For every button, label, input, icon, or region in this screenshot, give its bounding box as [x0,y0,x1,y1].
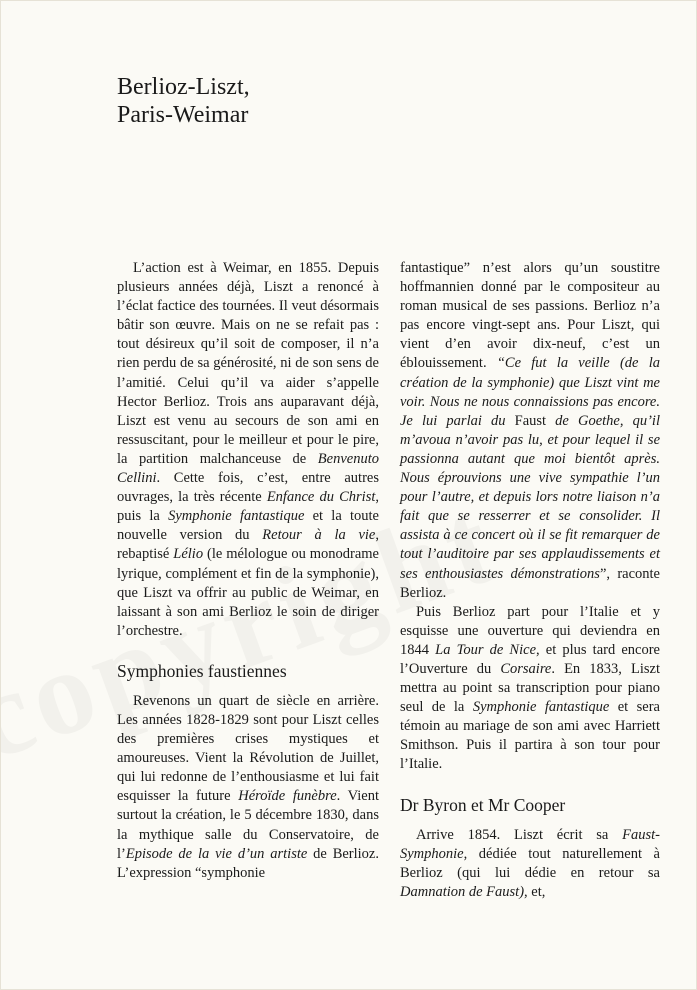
text-run: , dédiée tout naturellement à Berlioz (qui lui dédie en retour sa [400,845,660,881]
title-line-2: Paris-Weimar [117,102,249,128]
italic-text-run: Héroïde funèbre [238,788,337,805]
paragraph-intro [117,259,379,641]
paragraph-1854 [400,826,660,902]
text-run: Puis Berlioz part pour l’Italie et y esquisse une ouverture qui deviendra en 1844 [400,603,660,658]
italic-text-run: Symphonie fantastique [472,699,610,716]
text-run: de Berlioz. L’expression “symphonie [117,845,379,881]
text-run: Arrive 1854. Liszt écrit sa [416,826,623,843]
italic-text-run: Episode de la vie d’un artiste [125,845,308,862]
text-run: . Cette fois, c’est, entre autres ouvrages, la très récente [117,470,379,506]
right-column [400,259,660,902]
text-run: (le mélologue ou monodrame lyrique, complément et fin de la symphonie), que Liszt va offrir au public de Weimar, en laissant à son ami Berlioz le soin de diriger l’orchestre. [117,546,379,639]
article-title [117,73,250,129]
paragraph-symphonies [117,692,379,883]
paragraph-italie [400,603,660,775]
italic-text-run: Enfance du Christ [266,489,376,506]
text-run: , puis la [117,489,380,525]
text-run: , rebaptisé [117,527,379,563]
title-line-1: Berlioz-Liszt, [117,74,250,100]
paragraph-continuation [400,259,660,603]
section-title-byron: Dr Byron et Mr Cooper [400,794,566,815]
italic-text-run: Faust-Symphonie [400,826,660,862]
section-title-symphonies: Symphonies faustiennes [117,660,287,681]
italic-text-run: Benvenuto Cellini [117,450,379,487]
italic-text-run: Corsaire [500,660,552,677]
text-run: Revenons un quart de siècle en arrière. Les années 1828-1829 sont pour Liszt celles des premières crises mystiques et amoureuses. Vient la Révolution de Juillet, qui lui redonne de l’enthousiasme et lui fait esquisser la future [117,692,379,805]
text-run: Faust [514,412,547,429]
italic-text-run: Lélio [173,546,204,563]
italic-text-run: Damnation de Faust) [400,883,525,900]
italic-text-run: de Goethe, qu’il m’avoua n’avoir pas lu, et pour lequel il se passionna autant que moi bientôt après. Nous éprouvions une vive sympathie l’un pour l’autre, et depuis lors notre liaison n’a fait que se resserrer et se consolider. Il assista à ce concert où il se fit remarquer de tout l’auditoire par ses applaudissements et ses enthousiastes démonstrations [400,412,660,582]
text-run: . En 1833, Liszt mettra au point sa transcription pour piano seul de la [400,660,660,716]
italic-text-run: La Tour de Nice [435,641,536,658]
text-run: fantastique” n’est alors qu’un soustitre hoffmannien donné par le compositeur au roman musical de ses passions. Berlioz n’a pas encore vingt-sept ans. Pour Liszt, qui vient d’en avoir dix-neuf, c’est un éblouissement. [400,260,660,372]
text-run: , et plus tard encore l’Ouverture du [400,641,660,677]
italic-text-run: Symphonie fantastique [168,508,305,525]
text-run: et sera témoin au mariage de son ami avec Harriett Smithson. Puis il partira à son tour pour l’Italie. [400,699,660,773]
text-run: L’action est à Weimar, en 1855. Depuis plusieurs années déjà, Liszt a renoncé à l’éclat factice des tournées. Il veut désormais bâtir son œuvre. Mais on ne se refait pas : tout désireux qu’il soit de composer, il n’a rien perdu de sa générosité, ni de son sens de l’amitié. Celui qu’il va aider s’appelle Hector Berlioz. Trois ans auparavant déjà, Liszt est venu au secours de son ami en ressuscitant, pour le meilleur et pour le pire, la partition malchanceuse de [117,260,379,467]
italic-text-run: “Ce fut la veille (de la création de la symphonie) que Liszt vint me voir. Nous ne nous connaissions pas encore. Je lui parlai du [400,355,660,429]
left-column [117,259,379,883]
italic-text-run: Retour à la vie [262,527,376,544]
text-run: , et, [524,883,546,900]
text-run: . Vient surtout la création, le 5 décembre 1830, dans la mythique salle du Conservatoire, de l’ [117,788,379,862]
text-run: et la toute nouvelle version du [117,508,379,544]
text-run: ”, raconte Berlioz. [400,565,660,601]
